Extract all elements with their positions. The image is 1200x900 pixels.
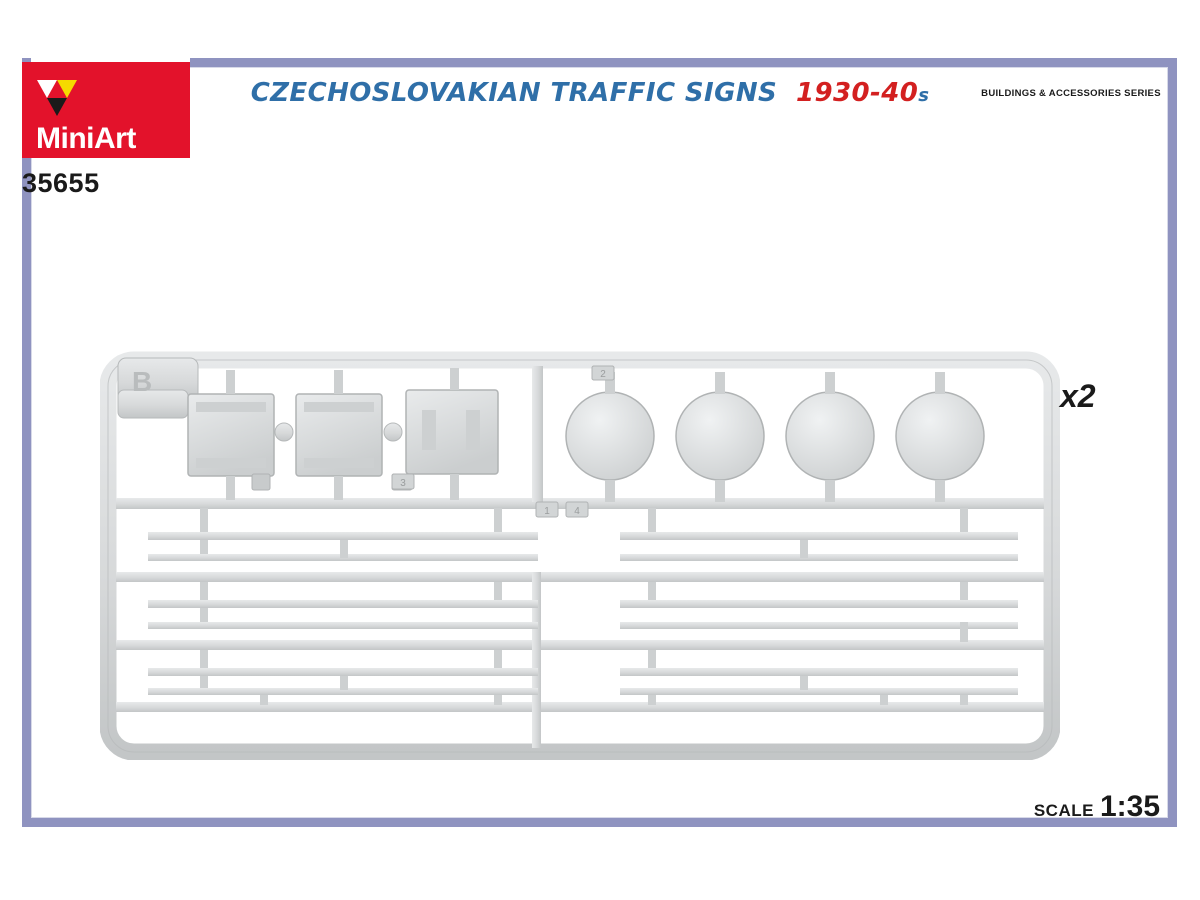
sprue-quantity: x2 (1060, 378, 1096, 414)
sprue-letter: B (132, 366, 153, 397)
sprue-drawing (100, 350, 1060, 760)
sprue-illustration (100, 350, 1060, 760)
svg-text:1: 1 (544, 506, 550, 517)
kit-number: 35655 (22, 168, 100, 198)
page-title (210, 78, 970, 108)
page-title-main: CZECHOSLOVAKIAN TRAFFIC SIGNS (250, 78, 778, 108)
svg-text:3: 3 (400, 478, 406, 489)
brand-name: MiniArt (36, 122, 136, 155)
frame-border-top (190, 58, 1177, 67)
square-sign-parts (188, 368, 498, 500)
svg-text:4: 4 (574, 506, 580, 517)
brand-logo (22, 62, 190, 158)
page-title-years: 1930-40 (796, 78, 919, 108)
scale-indicator (860, 790, 1160, 824)
miniart-logo-mark-icon (34, 76, 80, 122)
pole-parts (148, 508, 1018, 705)
frame-border-right (1168, 58, 1177, 826)
scale-label: SCALE (1033, 801, 1094, 820)
series-badge: BUILDINGS & ACCESSORIES SERIES (981, 88, 1161, 99)
round-sign-parts (566, 366, 984, 502)
svg-text:2: 2 (600, 369, 606, 380)
page-title-suffix: s (918, 85, 930, 106)
scale-value: 1:35 (1099, 790, 1160, 823)
